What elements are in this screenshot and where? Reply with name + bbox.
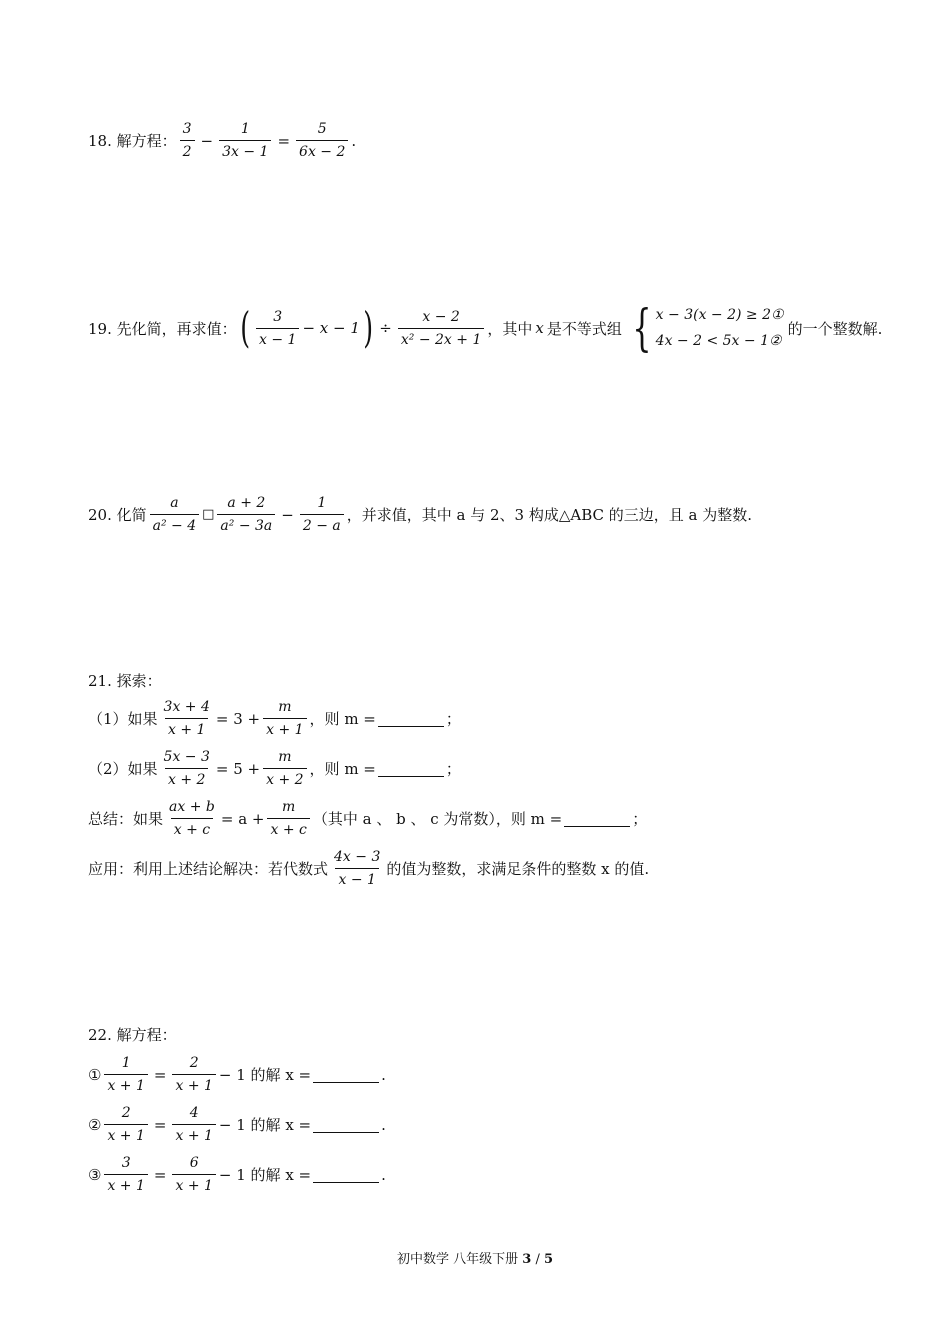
answer-blank[interactable]	[564, 811, 630, 827]
fraction: $\frac{x - 2}{\text{x² − 2x + 1}}$	[398, 308, 484, 349]
fraction: $\frac{1}{x + 1}$	[104, 1054, 147, 1095]
fraction: $\frac{m}{x + 1}$	[263, 698, 306, 739]
question-21-application: 应用：利用上述结论解决：若代数式 $\frac{4x - 3}{x - 1}$ 的值为整数，求满足条件的整数 x 的值.	[88, 849, 650, 888]
page-footer: 初中数学 八年级下册 3 / 5	[396, 1252, 554, 1267]
fraction: $\frac{3}{x - 1}$	[256, 308, 299, 349]
page-total: 5	[543, 1252, 554, 1267]
fraction: $\frac{4}{x + 1}$	[172, 1104, 215, 1145]
answer-blank[interactable]	[313, 1067, 379, 1083]
fraction: $\frac{3}{2}$	[180, 120, 195, 161]
question-22-item: ③ $\frac{3}{x + 1}$ = $\frac{6}{x + 1}$ − 1 的解 x = .	[88, 1155, 386, 1194]
question-21-label: 21. 探索：	[88, 672, 162, 690]
fraction: $\frac{1}{3x - 1}$	[219, 120, 271, 161]
answer-blank[interactable]	[313, 1117, 379, 1133]
question-22-label: 22. 解方程：	[88, 1026, 177, 1044]
fraction: $\frac{ax + b}{x + c}$	[169, 799, 215, 838]
fraction: $\frac{m}{x + c}$	[267, 798, 309, 839]
fraction: $\frac{1}{2 - a}$	[300, 494, 344, 535]
question-21-part2: （2）如果 $\frac{5x - 3}{x + 2}$ = 5 + $\frac{m}{x + 2}$ ，则 m = ；	[88, 749, 461, 788]
question-21-part1: （1）如果 $\frac{3x + 4}{x + 1}$ = 3 + $\frac{m}{x + 1}$ ，则 m = ；	[88, 699, 461, 738]
q19-label: 19. 先化简，再求值：	[88, 319, 237, 338]
missing-symbol-box: □	[202, 507, 215, 522]
fraction: $\frac{2}{x + 1}$	[104, 1104, 147, 1145]
page-number: 3	[522, 1252, 532, 1267]
question-19: 19. 先化简，再求值： ( $\frac{3}{x - 1}$ − x − 1 ) ÷ $\frac{x - 2}{\text{x² − 2x + 1}}$ ，其中 x 是不等式组 { x − 3(x − 2) ≥ 2① 4x − 2 < 5x − 1② 的一个整数解.	[88, 299, 883, 357]
answer-blank[interactable]	[378, 761, 444, 777]
fraction: $\frac{a + 2}{\text{a² − 3a}}$	[217, 494, 275, 535]
fraction: $\frac{m}{x + 2}$	[263, 748, 306, 789]
fraction: $\frac{a}{\text{a² − 4}}$	[150, 494, 200, 535]
question-22-item: ① $\frac{1}{x + 1}$ = $\frac{2}{x + 1}$ − 1 的解 x = .	[88, 1055, 386, 1094]
question-21-summary: 总结：如果 $\frac{ax + b}{x + c}$ = a + $\frac{m}{x + c}$ （其中 a 、 b 、 c 为常数），则 m = ；	[88, 799, 648, 838]
fraction: $\frac{3}{x + 1}$	[104, 1154, 147, 1195]
question-18: 18. 解方程： $\frac{3}{2}$ − $\frac{1}{3x - 1}$ = $\frac{5}{6x - 2}$ .	[88, 121, 357, 160]
q20-label: 20. 化简	[88, 506, 147, 524]
answer-blank[interactable]	[313, 1167, 379, 1183]
fraction: $\frac{6}{x + 1}$	[172, 1154, 215, 1195]
q18-label: 18. 解方程：	[88, 132, 177, 150]
fraction: $\frac{3x + 4}{x + 1}$	[163, 699, 210, 738]
question-22-item: ② $\frac{2}{x + 1}$ = $\frac{4}{x + 1}$ − 1 的解 x = .	[88, 1105, 386, 1144]
fraction: $\frac{5}{6x - 2}$	[296, 120, 348, 161]
answer-blank[interactable]	[378, 711, 444, 727]
fraction: $\frac{5x - 3}{x + 2}$	[163, 749, 210, 788]
inequality-system: { x − 3(x − 2) ≥ 2① 4x − 2 < 5x − 1②	[632, 299, 784, 357]
fraction: $\frac{2}{x + 1}$	[172, 1054, 215, 1095]
question-20: 20. 化简 $\frac{a}{\text{a² − 4}}$ □ $\frac{a + 2}{\text{a² − 3a}}$ − $\frac{1}{2 - a}$ ，并求值，其中 a 与 2、3 构成△ABC 的三边，且 a 为整数.	[88, 495, 753, 534]
fraction: $\frac{4x - 3}{x - 1}$	[334, 849, 381, 888]
